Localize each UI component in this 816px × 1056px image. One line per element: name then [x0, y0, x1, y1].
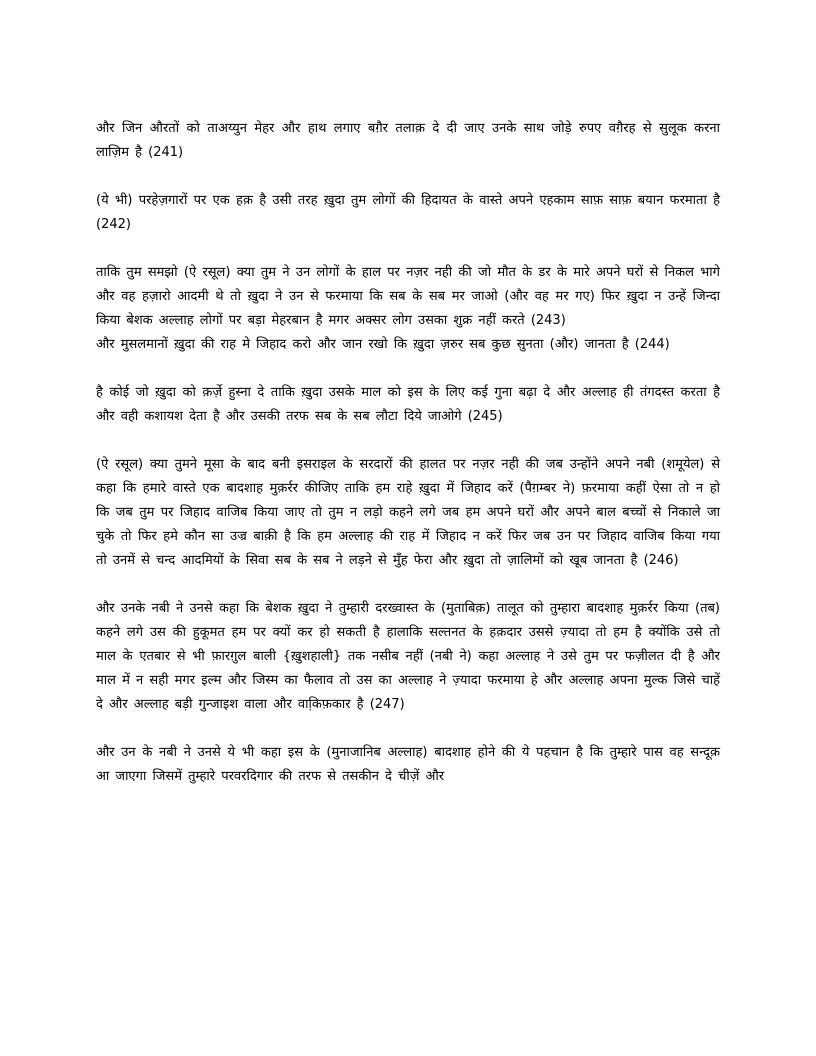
verse-245: है कोई जो ख़ुदा को क़र्ज़े हुस्ना दे ताकि ख़ुदा उसके माल को इस के लिए कई गुना बढ़ा दे और अल्लाह ही तंगदस्त करता है और वही कशायश देता है और उसकी तरफ सब के सब लौटा दिये जाओगे (245)	[96, 385, 720, 424]
verse-248-partial: और उन के नबी ने उनसे ये भी कहा इस के (मुनाजानिब अल्लाह) बादशाह होने की ये पहचान है कि तुम्हारे पास वह सन्दूक़ आ जाएगा जिसमें तुम्हारे परवरदिगार की तरफ से तसकीन दे चीज़ें और	[96, 745, 720, 784]
verse-246: (ऐ रसूल) क्या तुमने मूसा के बाद बनी इसराइल के सरदारों की हालत पर नज़र नही की जब उन्होंने अपने नबी (शमूयेल) से कहा कि हमारे वास्ते एक बादशाह मुक़र्रर कीजिए ताकि हम राहे ख़ुदा में जिहाद करें (पैग़म्बर ने) फ़रमाया कहीं ऐसा तो न हो कि जब तुम पर जिहाद वाजिब किया जाए तो तुम न लड़ो कहने लगे जब हम अपने घरों और अपने बाल बच्चों से निकाले जा चुके तो फिर हमे कौन सा उज्र बाक़ी है कि हम अल्लाह की राह में जिहाद न करें फिर जब उन पर जिहाद वाजिब किया गया तो उनमें से चन्द आदमियों के सिवा सब के सब ने लड़ने से मुँह फेरा और ख़ुदा तो ज़ालिमों को खूब जानता है (246)	[96, 457, 720, 568]
verse-244: और मुसलमानों ख़ुदा की राह मे जिहाद करो और जान रखो कि ख़ुदा ज़रुर सब कुछ सुनता (और) जानता है (244)	[96, 337, 670, 352]
document-page	[96, 117, 720, 789]
verse-242: (ये भी) परहेज़गारों पर एक हक़ है उसी तरह ख़ुदा तुम लोगों की हिदायत के वास्ते अपने एहकाम साफ़ साफ़ बयान फरमाता है (242)	[96, 193, 720, 232]
verse-241: और जिन औरतों को ताअय्युन मेहर और हाथ लगाए बग़ैर तलाक़ दे दी जाए उनके साथ जोड़े रुपए वग़ैरह से सुलूक करना लाज़िम है (241)	[96, 121, 720, 160]
verse-243: ताकि तुम समझो (ऐ रसूल) क्या तुम ने उन लोगों के हाल पर नज़र नही की जो मौत के डर के मारे अपने घरों से निकल भागे और वह हज़ारो आदमी थे तो ख़ुदा ने उन से फरमाया कि सब के सब मर जाओ (और वह मर गए) फिर ख़ुदा न उन्हें जिन्दा किया बेशक अल्लाह लोगों पर बड़ा मेहरबान है मगर अक्सर लोग उसका शुक्र नहीं करते (243)	[96, 265, 720, 328]
verse-247: और उनके नबी ने उनसे कहा कि बेशक ख़ुदा ने तुम्हारी दरख्वास्त के (मुताबिक़) तालूत को तुम्हारा बादशाह मुक़र्रर किया (तब) कहने लगे उस की हुकूमत हम पर क्यों कर हो सकती है हालाकि सल्तनत के हक़दार उससे ज़्यादा तो हम है क्योंकि उसे तो माल के एतबार से भी फ़ारग़ुल बाली {ख़ुशहाली} तक नसीब नहीं (नबी ने) कहा अल्लाह ने उसे तुम पर फज़ीलत दी है और माल में न सही मगर इल्म और जिस्म का फैलाव तो उस का अल्लाह ने ज़्यादा फरमाया हे और अल्लाह अपना मुल्क जिसे चाहें दे और अल्लाह बड़ी गुन्जाइश वाला और वाकि़फ़कार है (247)	[96, 601, 720, 712]
